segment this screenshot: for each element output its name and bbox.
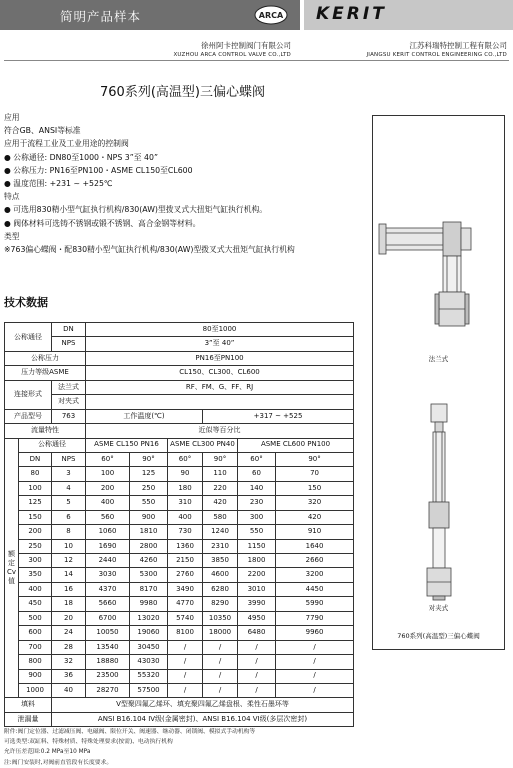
cv-col-cl150-60: 60° bbox=[86, 452, 130, 466]
row-cv-cols bbox=[5, 452, 354, 466]
row-nps bbox=[5, 337, 354, 351]
cv-cell-cl300-60: 3490 bbox=[168, 582, 203, 596]
flow-label: 流量特性 bbox=[5, 424, 86, 438]
row-pressure bbox=[5, 351, 354, 365]
cv-cell-cl300-60: / bbox=[168, 683, 203, 697]
cv-cell-cl300-60: / bbox=[168, 669, 203, 683]
cv-cell-cl600-60: 60 bbox=[238, 467, 276, 481]
cv-cell-nps: 8 bbox=[52, 525, 86, 539]
model-value: 763 bbox=[52, 409, 86, 423]
cv-group-cl300: ASME CL300 PN40 bbox=[168, 438, 238, 452]
cv-cell-cl300-60: / bbox=[168, 640, 203, 654]
cv-table-row bbox=[5, 655, 354, 669]
cv-cell-cl300-60: 400 bbox=[168, 510, 203, 524]
company-left-cn: 徐州阿卡控制阀门有限公司 bbox=[201, 41, 291, 50]
cv-cell-cl600-90: 7790 bbox=[276, 611, 354, 625]
cv-table-row bbox=[5, 611, 354, 625]
asme-value: CL150、CL300、CL600 bbox=[86, 366, 354, 380]
cv-cell-cl150-60: 23500 bbox=[86, 669, 130, 683]
cv-cell-dn: 500 bbox=[19, 611, 52, 625]
cv-cell-cl600-60: 3990 bbox=[238, 597, 276, 611]
cv-cell-cl300-90: / bbox=[203, 640, 238, 654]
row-model bbox=[5, 409, 354, 423]
flange-label: 法兰式 bbox=[52, 380, 86, 394]
bullet-temperature: ● 温度范围: +231 ~ +525℃ bbox=[4, 179, 113, 189]
valve-drawings bbox=[373, 116, 506, 651]
cv-cell-cl150-90: 2800 bbox=[130, 539, 168, 553]
cv-cell-dn: 800 bbox=[19, 655, 52, 669]
logo-text: ARCA bbox=[258, 11, 284, 20]
cv-cell-cl150-60: 10050 bbox=[86, 626, 130, 640]
cv-cell-cl150-60: 1690 bbox=[86, 539, 130, 553]
cv-cell-cl150-60: 1060 bbox=[86, 525, 130, 539]
asme-label: 压力等级ASME bbox=[5, 366, 86, 380]
leakage-label: 泄漏量 bbox=[5, 712, 52, 726]
spec-heading: 技术数据 bbox=[4, 296, 48, 309]
pressure-label: 公称压力 bbox=[5, 351, 86, 365]
cv-cell-cl150-60: 3030 bbox=[86, 568, 130, 582]
cv-cell-cl300-90: 3850 bbox=[203, 554, 238, 568]
row-dn bbox=[5, 323, 354, 337]
spec-table bbox=[4, 322, 354, 727]
note-accessories: 附件:阀门定位器、过滤减压阀、电磁阀、限位开关、阀速器、继动器、闭锁阀、模拟式手动机构等 bbox=[4, 729, 256, 735]
cv-cell-cl300-60: 8100 bbox=[168, 626, 203, 640]
notes-section bbox=[4, 727, 509, 768]
feature-material-text: 阀体材料可选铸不锈钢或锻不锈钢、高合金钢等材料。 bbox=[13, 218, 201, 228]
cv-cell-nps: 4 bbox=[52, 481, 86, 495]
cv-cell-nps: 14 bbox=[52, 568, 86, 582]
cv-cell-nps: 3 bbox=[52, 467, 86, 481]
cv-cell-dn: 150 bbox=[19, 510, 52, 524]
cv-cell-cl150-60: 100 bbox=[86, 467, 130, 481]
cv-cell-cl300-60: 1360 bbox=[168, 539, 203, 553]
cv-cell-cl600-90: 1640 bbox=[276, 539, 354, 553]
cv-cell-dn: 450 bbox=[19, 597, 52, 611]
cv-cell-nps: 40 bbox=[52, 683, 86, 697]
brand-kerit: KERIT bbox=[316, 4, 387, 24]
cv-cell-cl600-90: / bbox=[276, 640, 354, 654]
row-packing bbox=[5, 698, 354, 712]
nps-label: NPS bbox=[52, 337, 86, 351]
standards-text: 符合GB、ANSI等标准 bbox=[4, 126, 81, 136]
cv-cell-cl600-90: / bbox=[276, 655, 354, 669]
cv-cell-nps: 32 bbox=[52, 655, 86, 669]
cv-cell-dn: 100 bbox=[19, 481, 52, 495]
cv-cell-cl300-90: 2310 bbox=[203, 539, 238, 553]
cv-cell-cl150-90: 125 bbox=[130, 467, 168, 481]
cv-cell-cl300-90: 18000 bbox=[203, 626, 238, 640]
cv-cell-cl600-60: 3010 bbox=[238, 582, 276, 596]
cv-cell-cl300-90: / bbox=[203, 669, 238, 683]
flange-value: RF、FM、G、FF、RJ bbox=[86, 380, 354, 394]
note-options: 可选类型:双缸料、特殊材质、特殊处理要求(按需)、电动执行机构 bbox=[4, 739, 173, 746]
flow-value: 近似等百分比 bbox=[86, 424, 354, 438]
header-divider bbox=[4, 60, 509, 61]
cv-table-row bbox=[5, 496, 354, 510]
row-flow bbox=[5, 424, 354, 438]
cv-cell-nps: 5 bbox=[52, 496, 86, 510]
cv-cell-cl300-60: 180 bbox=[168, 481, 203, 495]
cv-col-dn: DN bbox=[19, 452, 52, 466]
cv-col-cl150-90: 90° bbox=[130, 452, 168, 466]
cv-group-cl600: ASME CL600 PN100 bbox=[238, 438, 354, 452]
cv-table-row bbox=[5, 554, 354, 568]
row-cv-groups bbox=[5, 438, 354, 452]
cv-cell-cl150-90: 550 bbox=[130, 496, 168, 510]
cv-cell-cl150-90: 4260 bbox=[130, 554, 168, 568]
cv-cell-cl300-90: 110 bbox=[203, 467, 238, 481]
temp-value: +317 ~ +525 bbox=[203, 409, 354, 423]
type-text: ※763偏心蝶阀・配830精小型气缸执行机构/830(AW)型拨叉式大扭矩气缸执行机构 bbox=[4, 245, 295, 255]
cv-cell-cl300-90: 6280 bbox=[203, 582, 238, 596]
cv-cell-cl150-60: 6700 bbox=[86, 611, 130, 625]
cv-cell-cl150-90: 55320 bbox=[130, 669, 168, 683]
cv-table-row bbox=[5, 640, 354, 654]
cv-table-row bbox=[5, 582, 354, 596]
cv-cell-nps: 6 bbox=[52, 510, 86, 524]
pressure-value: PN16至PN100 bbox=[86, 351, 354, 365]
cv-cell-cl150-90: 57500 bbox=[130, 683, 168, 697]
application-text: 应用于流程工业及工业用途的控制阀 bbox=[4, 139, 129, 149]
cv-cell-cl600-90: 2660 bbox=[276, 554, 354, 568]
caption-wafer-type: 对夹式 bbox=[428, 604, 449, 612]
packing-value: V型聚四氟乙烯环、填充聚四氟乙烯盘根、柔性石墨环等 bbox=[52, 698, 354, 712]
cv-cell-cl150-90: 8170 bbox=[130, 582, 168, 596]
leakage-value: ANSI B16.104 IV级(金属密封)、ANSI B16.104 VI级(多层次密封) bbox=[52, 712, 354, 726]
cv-cell-cl600-60: 2200 bbox=[238, 568, 276, 582]
cv-cell-cl150-60: 400 bbox=[86, 496, 130, 510]
nominal-size-label: 公称通径 bbox=[5, 323, 52, 352]
cv-table-row bbox=[5, 669, 354, 683]
cv-cell-cl600-90: 9960 bbox=[276, 626, 354, 640]
row-leakage bbox=[5, 712, 354, 726]
cv-cell-cl300-90: / bbox=[203, 655, 238, 669]
cv-cell-cl600-90: 320 bbox=[276, 496, 354, 510]
bullet-size-text: 公称通径: DN80至1000・NPS 3”至 40” bbox=[13, 152, 158, 162]
cv-cell-nps: 20 bbox=[52, 611, 86, 625]
packing-label: 填料 bbox=[5, 698, 52, 712]
dn-value: 80至1000 bbox=[86, 323, 354, 337]
bullet-pressure: ● 公称压力: PN16至PN100・ASME CL150至CL600 bbox=[4, 165, 193, 175]
cv-table-row bbox=[5, 539, 354, 553]
cv-cell-cl300-60: 2760 bbox=[168, 568, 203, 582]
cv-cell-cl300-60: 730 bbox=[168, 525, 203, 539]
cv-cell-dn: 250 bbox=[19, 539, 52, 553]
cv-cell-cl600-90: 910 bbox=[276, 525, 354, 539]
cv-cell-cl600-60: 1800 bbox=[238, 554, 276, 568]
model-label: 产品型号 bbox=[5, 409, 52, 423]
description-section bbox=[4, 111, 364, 256]
row-asme bbox=[5, 366, 354, 380]
cv-cell-cl150-90: 43030 bbox=[130, 655, 168, 669]
connection-label: 连接形式 bbox=[5, 380, 52, 409]
catalog-title: 简明产品样本 bbox=[60, 9, 142, 24]
cv-cell-cl150-60: 5660 bbox=[86, 597, 130, 611]
cv-col-nps: NPS bbox=[52, 452, 86, 466]
caption-flange-type: 法兰式 bbox=[428, 355, 449, 363]
cv-cell-cl600-60: / bbox=[238, 640, 276, 654]
cv-col-cl300-90: 90° bbox=[203, 452, 238, 466]
document-title: 760系列(高温型)三偏心蝶阀 bbox=[100, 85, 265, 100]
cv-cell-nps: 24 bbox=[52, 626, 86, 640]
cv-cell-cl600-60: / bbox=[238, 683, 276, 697]
cv-table-row bbox=[5, 510, 354, 524]
cv-cell-cl600-90: 420 bbox=[276, 510, 354, 524]
wafer-type-drawing bbox=[427, 404, 451, 600]
bullet-temperature-text: 温度范围: +231 ~ +525℃ bbox=[13, 179, 113, 189]
cv-cell-cl600-60: 140 bbox=[238, 481, 276, 495]
cv-cell-cl300-60: / bbox=[168, 655, 203, 669]
cv-cell-cl300-90: 4600 bbox=[203, 568, 238, 582]
cv-table-row bbox=[5, 626, 354, 640]
cv-nominal-label: 公称通径 bbox=[19, 438, 86, 452]
cv-cell-cl150-90: 250 bbox=[130, 481, 168, 495]
cv-cell-cl150-60: 560 bbox=[86, 510, 130, 524]
feature-actuator-text: 可选用830精小型气缸执行机构/830(AW)型拨叉式大扭矩气缸执行机构。 bbox=[13, 205, 268, 215]
row-wafer bbox=[5, 395, 354, 409]
cv-cell-cl300-60: 4770 bbox=[168, 597, 203, 611]
cv-cell-cl600-60: 4950 bbox=[238, 611, 276, 625]
cv-cell-cl150-90: 19060 bbox=[130, 626, 168, 640]
nps-value: 3”至 40” bbox=[86, 337, 354, 351]
bullet-size: ● 公称通径: DN80至1000・NPS 3”至 40” bbox=[4, 152, 158, 162]
cv-cell-cl150-90: 1810 bbox=[130, 525, 168, 539]
cv-col-cl600-60: 60° bbox=[238, 452, 276, 466]
temp-label: 工作温度(℃) bbox=[86, 409, 203, 423]
caption-figure: 760系列(高温型)三偏心蝶阀 bbox=[397, 632, 480, 640]
cv-cell-nps: 10 bbox=[52, 539, 86, 553]
cv-cell-cl150-60: 2440 bbox=[86, 554, 130, 568]
cv-cell-dn: 350 bbox=[19, 568, 52, 582]
cv-cell-dn: 600 bbox=[19, 626, 52, 640]
cv-cell-cl300-90: 580 bbox=[203, 510, 238, 524]
cv-cell-cl300-90: 10350 bbox=[203, 611, 238, 625]
cv-cell-cl300-90: 420 bbox=[203, 496, 238, 510]
cv-cell-cl600-60: 230 bbox=[238, 496, 276, 510]
cv-cell-cl600-90: / bbox=[276, 683, 354, 697]
cv-cell-cl150-90: 13020 bbox=[130, 611, 168, 625]
cv-cell-cl300-90: 1240 bbox=[203, 525, 238, 539]
cv-cell-nps: 12 bbox=[52, 554, 86, 568]
application-heading: 应用 bbox=[4, 113, 20, 122]
cv-cell-cl300-90: 8290 bbox=[203, 597, 238, 611]
cv-cell-cl600-60: / bbox=[238, 655, 276, 669]
cv-cell-cl150-60: 18880 bbox=[86, 655, 130, 669]
cv-cell-cl300-60: 5740 bbox=[168, 611, 203, 625]
cv-cell-cl150-60: 4370 bbox=[86, 582, 130, 596]
cv-table-row bbox=[5, 467, 354, 481]
bullet-pressure-text: 公称压力: PN16至PN100・ASME CL150至CL600 bbox=[13, 165, 193, 175]
company-right-en: JIANGSU KERIT CONTROL ENGINEERING CO.,LTD bbox=[366, 52, 507, 58]
note-pressure-range: 允许压差范围:0.2 MPa至10 MPa bbox=[4, 749, 91, 756]
cv-cell-dn: 200 bbox=[19, 525, 52, 539]
flange-type-drawing bbox=[379, 222, 471, 326]
cv-cell-cl150-60: 200 bbox=[86, 481, 130, 495]
cv-table-row bbox=[5, 525, 354, 539]
cv-cell-cl600-90: 150 bbox=[276, 481, 354, 495]
cv-cell-cl150-90: 900 bbox=[130, 510, 168, 524]
cv-table-row bbox=[5, 597, 354, 611]
dn-label: DN bbox=[52, 323, 86, 337]
cv-cell-nps: 36 bbox=[52, 669, 86, 683]
cv-cell-cl300-60: 2150 bbox=[168, 554, 203, 568]
cv-cell-cl600-90: 5990 bbox=[276, 597, 354, 611]
cv-cell-cl300-60: 90 bbox=[168, 467, 203, 481]
cv-cell-dn: 400 bbox=[19, 582, 52, 596]
cv-cell-cl150-90: 5300 bbox=[130, 568, 168, 582]
wafer-label: 对夹式 bbox=[52, 395, 86, 409]
feature-actuator: ● 可选用830精小型气缸执行机构/830(AW)型拨叉式大扭矩气缸执行机构。 bbox=[4, 205, 268, 215]
cv-cell-nps: 16 bbox=[52, 582, 86, 596]
note-install: 注:阀门安装时,对阀前直管段有长度要求。 bbox=[4, 759, 113, 766]
cv-cell-cl600-90: 3200 bbox=[276, 568, 354, 582]
cv-cell-cl600-60: 1150 bbox=[238, 539, 276, 553]
features-heading: 特点 bbox=[4, 192, 20, 202]
wafer-value bbox=[86, 395, 354, 409]
cv-cell-cl600-90: 4450 bbox=[276, 582, 354, 596]
arca-logo bbox=[254, 5, 288, 25]
company-left-en: XUZHOU ARCA CONTROL VALVE CO.,LTD bbox=[173, 52, 291, 58]
row-flange bbox=[5, 380, 354, 394]
cv-cell-dn: 700 bbox=[19, 640, 52, 654]
cv-cell-dn: 300 bbox=[19, 554, 52, 568]
cv-cell-cl600-60: 300 bbox=[238, 510, 276, 524]
cv-cell-cl600-90: / bbox=[276, 669, 354, 683]
cv-group-cl150: ASME CL150 PN16 bbox=[86, 438, 168, 452]
cv-cell-cl300-90: / bbox=[203, 683, 238, 697]
cv-cell-dn: 125 bbox=[19, 496, 52, 510]
cv-col-cl600-90: 90° bbox=[276, 452, 354, 466]
cv-cell-cl150-90: 30450 bbox=[130, 640, 168, 654]
cv-cell-nps: 18 bbox=[52, 597, 86, 611]
cv-cell-cl600-90: 70 bbox=[276, 467, 354, 481]
cv-cell-nps: 28 bbox=[52, 640, 86, 654]
feature-material: ● 阀体材料可选铸不锈钢或锻不锈钢、高合金钢等材料。 bbox=[4, 218, 201, 228]
drawing-panel bbox=[372, 115, 505, 650]
company-right-cn: 江苏科瑞特控制工程有限公司 bbox=[409, 41, 507, 50]
cv-label: 额定Cv值 bbox=[5, 438, 19, 698]
cv-cell-cl150-60: 28270 bbox=[86, 683, 130, 697]
cv-cell-cl600-60: 6480 bbox=[238, 626, 276, 640]
cv-cell-cl300-90: 220 bbox=[203, 481, 238, 495]
cv-cell-dn: 900 bbox=[19, 669, 52, 683]
cv-table-row bbox=[5, 568, 354, 582]
type-heading: 类型 bbox=[4, 231, 20, 241]
cv-col-cl300-60: 60° bbox=[168, 452, 203, 466]
cv-table-row bbox=[5, 481, 354, 495]
cv-cell-cl150-60: 13540 bbox=[86, 640, 130, 654]
cv-cell-cl300-60: 310 bbox=[168, 496, 203, 510]
cv-table-row bbox=[5, 683, 354, 697]
cv-cell-cl600-60: / bbox=[238, 669, 276, 683]
cv-cell-cl600-60: 550 bbox=[238, 525, 276, 539]
cv-cell-dn: 80 bbox=[19, 467, 52, 481]
cv-cell-cl150-90: 9980 bbox=[130, 597, 168, 611]
cv-cell-dn: 1000 bbox=[19, 683, 52, 697]
